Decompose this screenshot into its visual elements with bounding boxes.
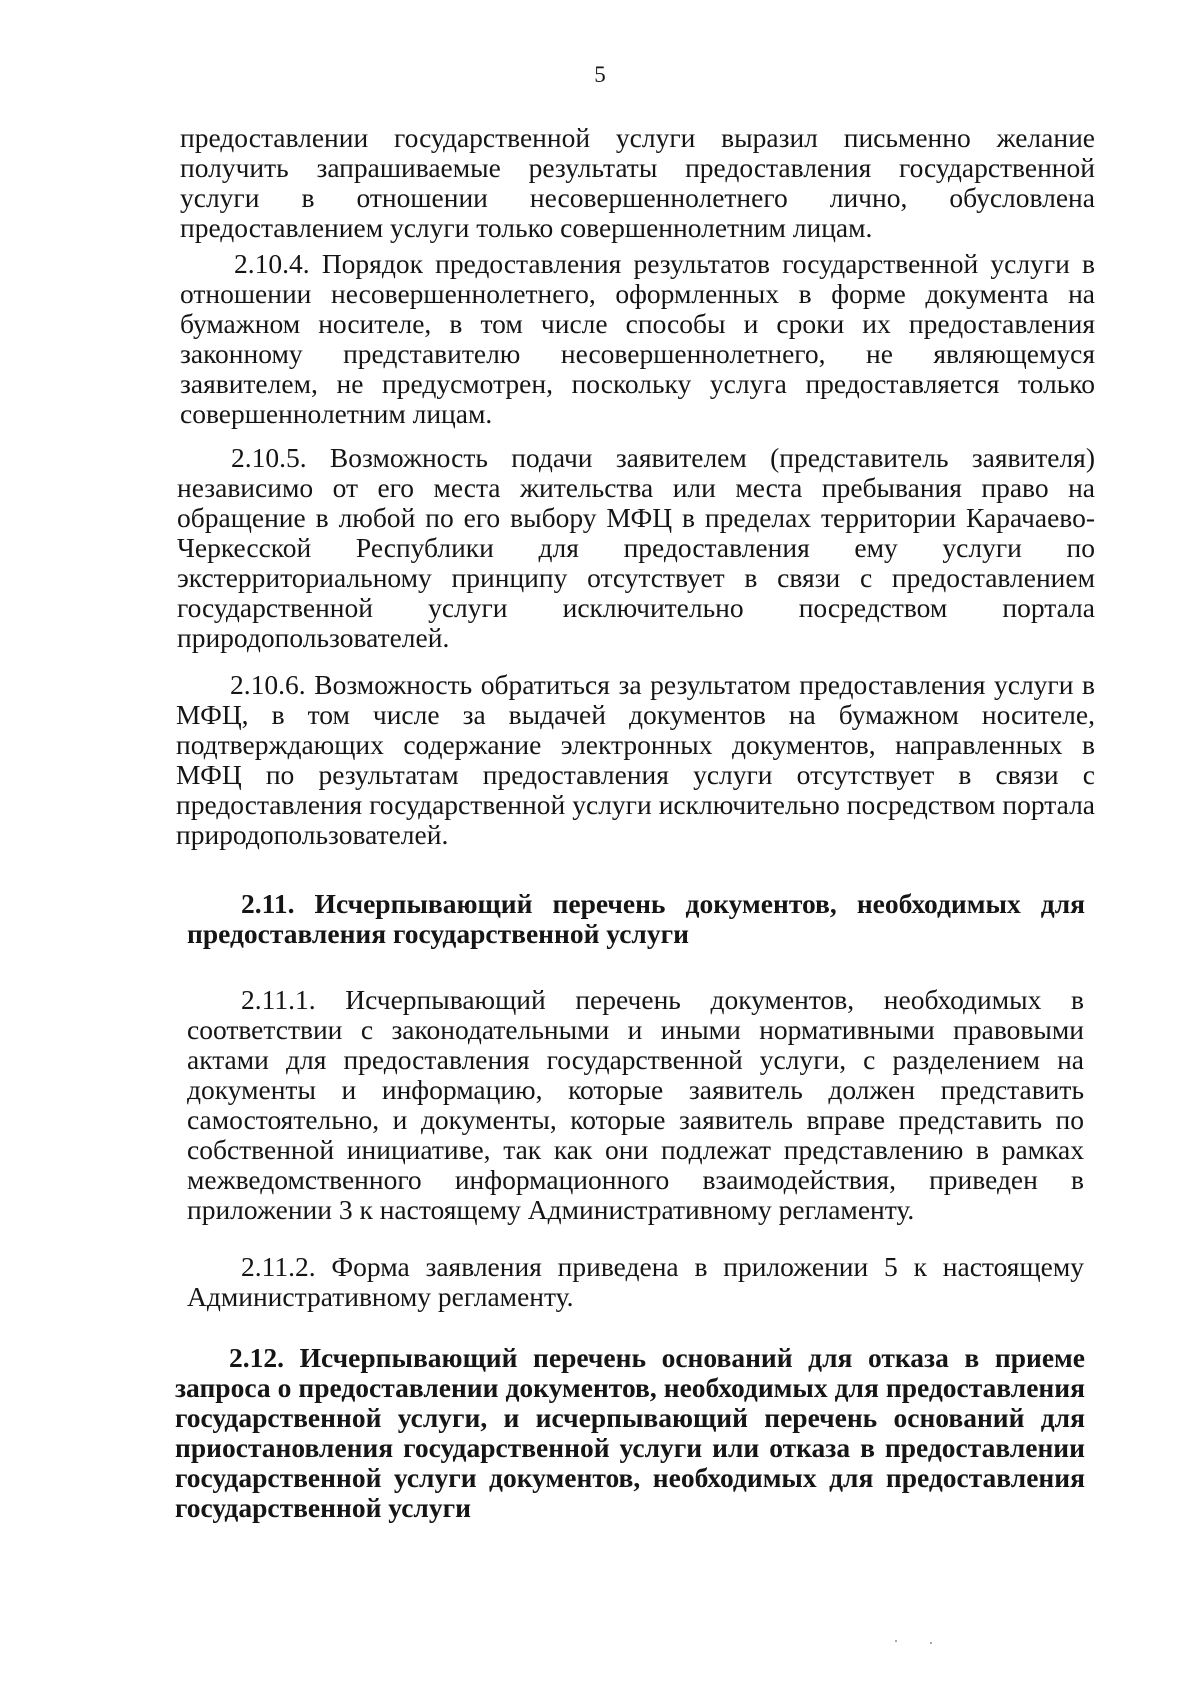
- paragraph-2-11-1: [187, 985, 1084, 1225]
- paragraph-text: 2.11.2. Форма заявления приведена в приложении 5 к настоящему Административному регламенту.: [187, 1251, 1084, 1312]
- paragraph-2-10-6: [176, 670, 1095, 850]
- paragraph-text: 2.10.6. Возможность обратиться за результатом предоставления услуги в МФЦ, в том числе за выдачей документов на бумажном носителе, подтверждающих содержание электронных документов, направленных в МФЦ по результатам предоставления услуги отсутствует в связи с предоставления государственной услуги исключительно посредством портала природопользователей.: [176, 669, 1095, 850]
- paragraph-2-11-2: [187, 1252, 1084, 1312]
- paragraph-text: 2.10.5. Возможность подачи заявителем (представитель заявителя) независимо от его места жительства или места пребывания право на обращение в любой по его выбору МФЦ в пределах территории Карачаево-Черкесской Республики для предоставления ему услуги по экстерриториальному принципу отсутствует в связи с предоставлением государственной услуги исключительно посредством портала природопользователей.: [177, 442, 1095, 653]
- section-heading-2-12: [175, 1343, 1085, 1523]
- paragraph-continuation: [180, 123, 1095, 243]
- paragraph-text: 2.11.1. Исчерпывающий перечень документов, необходимых в соответствии с законодательными и иными нормативными правовыми актами для предоставления государственной услуги, с разделением на документы и информацию, которые заявитель должен представить самостоятельно, и документы, которые заявитель вправе представить по собственной инициативе, так как они подлежат представлению в рамках межведомственного информационного взаимодействия, приведен в приложении 3 к настоящему Административному регламенту.: [187, 984, 1084, 1225]
- section-heading-text: 2.11. Исчерпывающий перечень документов, необходимых для предоставления государственной услуги: [187, 888, 1085, 949]
- page-number: 5: [594, 62, 606, 87]
- scan-artifact-dot: [895, 1640, 897, 1642]
- scan-artifact-dot: [930, 1642, 932, 1644]
- section-heading-text: 2.12. Исчерпывающий перечень оснований для отказа в приеме запроса о предоставлении документов, необходимых для предоставления государственной услуги, и исчерпывающий перечень оснований для приостановления государственной услуги или отказа в предоставлении государственной услуги документов, необходимых для предоставления государственной услуги: [175, 1342, 1085, 1523]
- section-heading-2-11: [187, 889, 1085, 949]
- paragraph-text: 2.10.4. Порядок предоставления результатов государственной услуги в отношении несовершеннолетнего, оформленных в форме документа на бумажном носителе, в том числе способы и сроки их предоставления законному представителю несовершеннолетнего, не являющемуся заявителем, не предусмотрен, поскольку услуга предоставляется только совершеннолетним лицам.: [180, 248, 1095, 429]
- paragraph-2-10-5: [177, 443, 1095, 653]
- paragraph-text: предоставлении государственной услуги выразил письменно желание получить запрашиваемые результаты предоставления государственной услуги в отношении несовершеннолетнего лично, обусловлена предоставлением услуги только совершеннолетним лицам.: [180, 122, 1095, 243]
- paragraph-2-10-4: [180, 249, 1095, 429]
